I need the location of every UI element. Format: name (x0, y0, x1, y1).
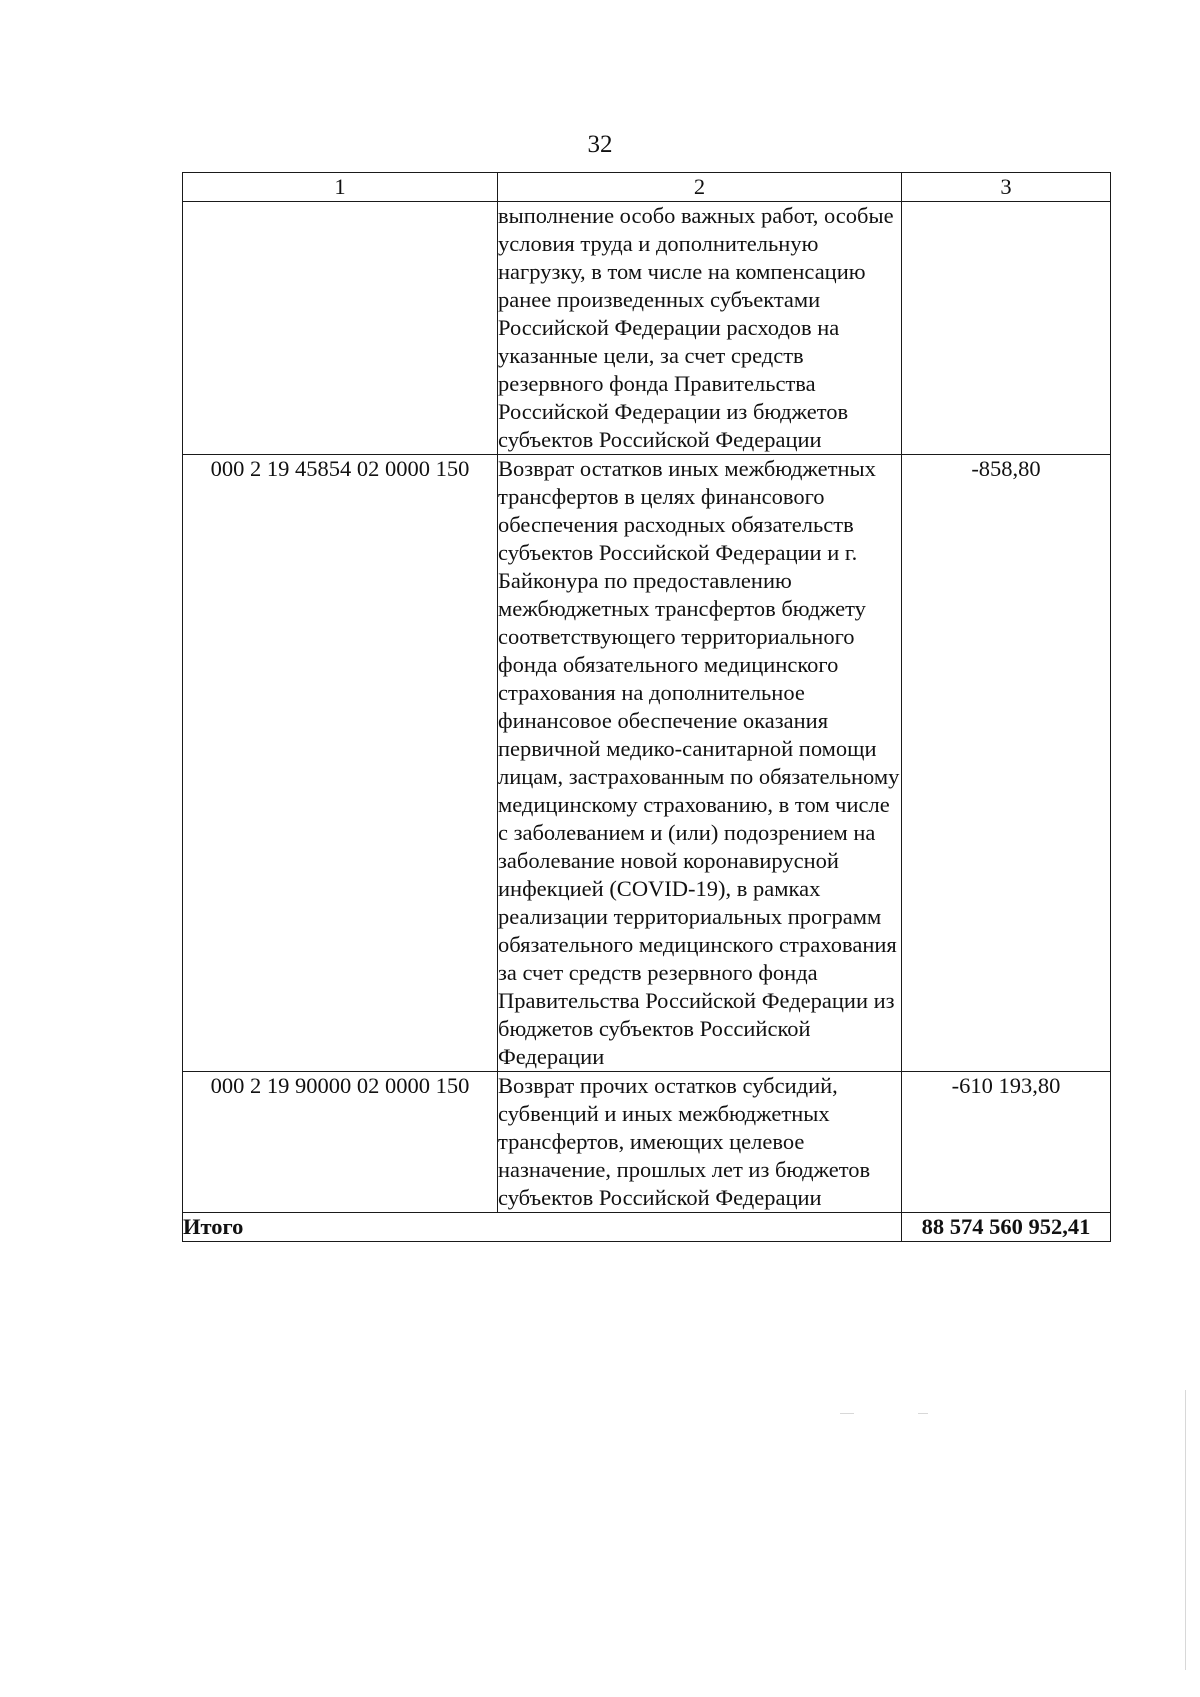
row-amount (902, 202, 1111, 455)
total-amount: 88 574 560 952,41 (902, 1213, 1111, 1242)
total-label: Итого (183, 1213, 902, 1242)
table-row (183, 1072, 1111, 1213)
row-code: 000 2 19 90000 02 0000 150 (183, 1072, 498, 1213)
row-name: Возврат остатков иных межбюджетных трансфертов в целях финансового обеспечения расходных обязательств субъектов Российской Федерации и г. Байконура по предоставлению межбюджетных трансфертов бюджету соответствующего территориального фонда обязательного медицинского страхования на дополнительное финансовое обеспечение оказания первичной медико-санитарной помощи лицам, застрахованным по обязательному медицинскому страхованию, в том числе с заболеванием и (или) подозрением на заболевание новой коронавирусной инфекцией (COVID-19), в рамках реализации территориальных программ обязательного медицинского страхования за счет средств резервного фонда Правительства Российской Федерации из бюджетов субъектов Российской Федерации (498, 455, 902, 1072)
budget-table (182, 172, 1111, 1242)
row-name: выполнение особо важных работ, особые условия труда и дополнительную нагрузку, в том числе на компенсацию ранее произведенных субъектами Российской Федерации расходов на указанные цели, за счет средств резервного фонда Правительства Российской Федерации из бюджетов субъектов Российской Федерации (498, 202, 902, 455)
table-header-row (183, 173, 1111, 202)
total-row (183, 1213, 1111, 1242)
scan-artifact-line (1185, 1390, 1186, 1670)
header-cell-code: 1 (183, 173, 498, 202)
table-row (183, 455, 1111, 1072)
scan-artifact-dot (918, 1413, 928, 1414)
row-amount: -610 193,80 (902, 1072, 1111, 1213)
row-code: 000 2 19 45854 02 0000 150 (183, 455, 498, 1072)
page-number: 32 (587, 131, 613, 158)
header-cell-name: 2 (498, 173, 902, 202)
table-row (183, 202, 1111, 455)
row-name: Возврат прочих остатков субсидий, субвенций и иных межбюджетных трансфертов, имеющих целевое назначение, прошлых лет из бюджетов субъектов Российской Федерации (498, 1072, 902, 1213)
row-amount: -858,80 (902, 455, 1111, 1072)
header-cell-amount: 3 (902, 173, 1111, 202)
row-code (183, 202, 498, 455)
scan-artifact-dot (840, 1413, 854, 1414)
